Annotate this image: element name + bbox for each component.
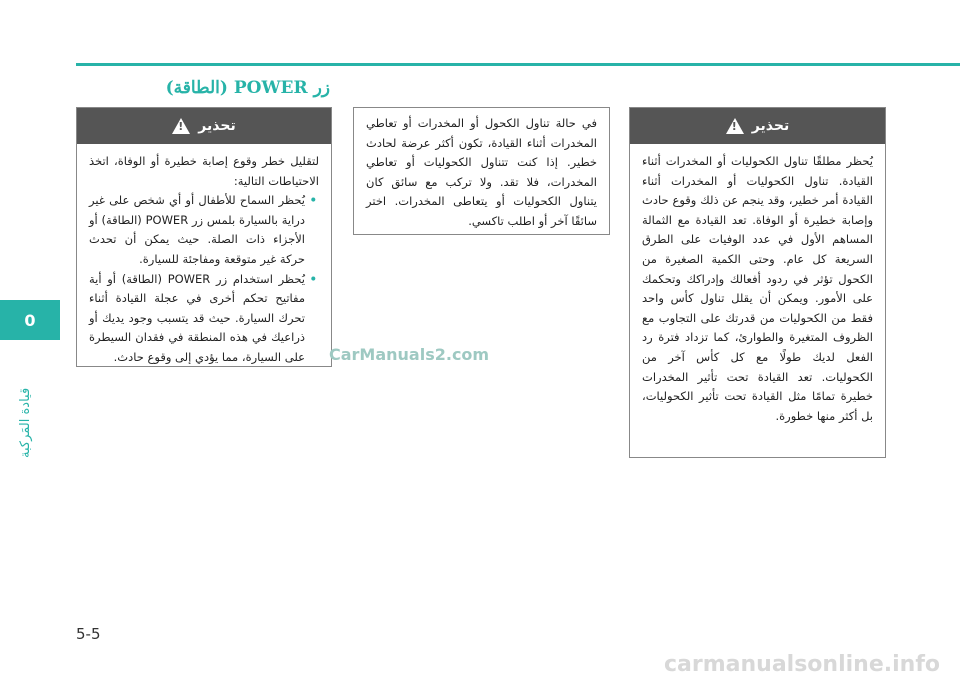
- chapter-tab[interactable]: [0, 300, 60, 340]
- warning-bullet-list: [89, 191, 319, 367]
- warning-header: [630, 108, 885, 144]
- warning-box-power-button: [76, 107, 332, 367]
- drunk-driving-note-box: [353, 107, 610, 235]
- warning-title: تحذير: [198, 118, 236, 134]
- chapter-number: 0: [24, 310, 36, 330]
- warning-bullet: • يُحظر السماح للأطفال أو أي شخص على غير دراية بالسيارة بلمس زر POWER (الطاقة) أو الأجزاء ذات الصلة. حيث يمكن أن تحدث حركة غير متوقعة ومفاجئة للسيارة.: [89, 191, 305, 269]
- warning-box-alcohol: [629, 107, 886, 458]
- warning-title: تحذير: [751, 118, 790, 134]
- header-rule: [76, 63, 960, 66]
- section-heading: زر POWER (الطاقة): [165, 78, 330, 98]
- note-body: في حالة تناول الكحول أو المخدرات أو تعاطي المخدرات أثناء القيادة، تكون أكثر عرضة لحادث خطير. إذا كنت تتناول الكحوليات أو تعاطي المخدرات، فلا تقد. ولا تركب مع سائق كان يتناول الكحوليات أو يتعاطى المخدرات. اختر سائقًا آخر أو اطلب تاكسي.: [366, 116, 597, 228]
- watermark-footer: carmanualsonline.info: [664, 652, 940, 677]
- warning-header: [77, 108, 331, 144]
- page-number: 5-5: [76, 625, 101, 643]
- warning-body: [77, 144, 331, 376]
- warning-icon: [726, 118, 744, 134]
- warning-bullet: • يُحظر استخدام زر POWER (الطاقة) أو أية مفاتيح تحكم أخرى في عجلة القيادة أثناء تحرك السيارة. حيث قد يتسبب وجود يديك أو ذراعيك في هذه المنطقة في فقدان السيطرة على السيارة، مما يؤدي إلى وقوع حادث.: [89, 270, 305, 368]
- chapter-label: قيادة المَركبة: [18, 387, 33, 459]
- warning-icon: [172, 118, 190, 134]
- warning-body: يُحظر مطلقًا تناول الكحوليات أو المخدرات أثناء القيادة. تناول الكحوليات أو المخدرات أثناء القيادة أمر خطير، وقد ينجم عن ذلك وقوع حادث وإصابة خطيرة أو الوفاة. تعد القيادة مع الثمالة المساهم الأول في عدد الوفيات على الطرق السريعة كل عام. وحتى الكمية الصغيرة من الكحول تؤثر في ردود أفعالك وإدراكك وتحكمك على الأمور. ويمكن أن يقلل تناول كأس واحد فقط من الكحوليات من قدرتك على التجاوب مع الظروف المتغيرة والطوارئ، كما تزداد فترة رد الفعل لديك طولًا مع كل كأس آخر من الكحوليات. تعد القيادة تحت تأثير المخدرات خطيرة تمامًا مثل القيادة تحت تأثير الكحوليات، بل أكثر منها خطورة.: [642, 154, 873, 423]
- watermark-carmanuals2: CarManuals2.com: [329, 345, 490, 364]
- warning-intro: لتقليل خطر وقوع إصابة خطيرة أو الوفاة، اتخذ الاحتياطات التالية:: [89, 154, 319, 188]
